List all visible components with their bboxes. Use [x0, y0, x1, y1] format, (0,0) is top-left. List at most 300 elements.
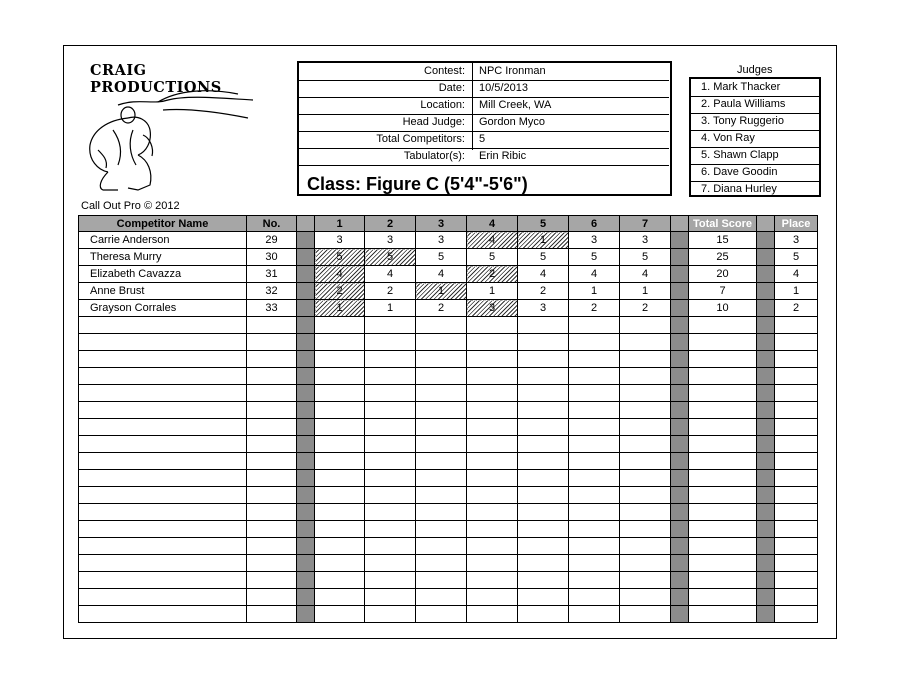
- empty-cell: [467, 555, 518, 572]
- empty-cell: [775, 504, 818, 521]
- judge-item: 3. Tony Ruggerio: [691, 113, 819, 131]
- empty-cell: [79, 521, 247, 538]
- column-separator: [671, 589, 689, 606]
- empty-cell: [620, 555, 671, 572]
- column-separator: [671, 521, 689, 538]
- empty-cell: [518, 589, 569, 606]
- score-cell: 3: [315, 232, 365, 249]
- header-judge-5: 5: [518, 216, 569, 232]
- column-separator: [671, 453, 689, 470]
- total-score-cell: 7: [689, 283, 757, 300]
- judges-title: Judges: [737, 64, 773, 76]
- empty-table-row: [79, 402, 818, 419]
- header-judge-3: 3: [416, 216, 467, 232]
- empty-cell: [416, 555, 467, 572]
- judge-item: 4. Von Ray: [691, 130, 819, 148]
- empty-cell: [416, 402, 467, 419]
- info-row-total-competitors: Total Competitors: 5: [299, 131, 669, 149]
- empty-cell: [315, 368, 365, 385]
- empty-cell: [518, 538, 569, 555]
- empty-cell: [247, 334, 297, 351]
- column-separator: [297, 606, 315, 623]
- column-separator: [671, 572, 689, 589]
- empty-cell: [315, 402, 365, 419]
- empty-table-row: [79, 453, 818, 470]
- score-cell: 1: [569, 283, 620, 300]
- total-score-cell: 25: [689, 249, 757, 266]
- empty-cell: [365, 351, 416, 368]
- empty-cell: [416, 334, 467, 351]
- empty-cell: [365, 504, 416, 521]
- empty-cell: [620, 572, 671, 589]
- empty-cell: [365, 453, 416, 470]
- empty-cell: [518, 470, 569, 487]
- empty-cell: [467, 402, 518, 419]
- empty-cell: [79, 317, 247, 334]
- empty-cell: [416, 419, 467, 436]
- empty-table-row: [79, 555, 818, 572]
- score-cell: 3: [569, 232, 620, 249]
- judges-list: [689, 77, 821, 197]
- empty-cell: [365, 385, 416, 402]
- judge-item: 7. Diana Hurley: [701, 183, 777, 195]
- empty-cell: [620, 487, 671, 504]
- empty-cell: [315, 555, 365, 572]
- score-cell: 2: [365, 283, 416, 300]
- info-row-tabulator: Tabulator(s): Erin Ribic: [299, 148, 669, 166]
- empty-cell: [467, 606, 518, 623]
- judge-item: 2. Paula Williams: [691, 96, 819, 114]
- empty-table-row: [79, 436, 818, 453]
- header-place: Place: [775, 216, 818, 232]
- empty-cell: [620, 385, 671, 402]
- empty-cell: [315, 453, 365, 470]
- column-separator: [757, 266, 775, 283]
- column-separator: [757, 368, 775, 385]
- empty-cell: [518, 368, 569, 385]
- empty-cell: [775, 487, 818, 504]
- empty-cell: [569, 419, 620, 436]
- empty-cell: [365, 368, 416, 385]
- empty-cell: [620, 589, 671, 606]
- score-cell: 3: [416, 232, 467, 249]
- empty-cell: [416, 453, 467, 470]
- column-separator: [671, 334, 689, 351]
- score-table: [78, 215, 818, 623]
- column-separator: [757, 487, 775, 504]
- empty-cell: [689, 402, 757, 419]
- competitor-name-cell: Anne Brust: [79, 283, 247, 300]
- empty-cell: [79, 470, 247, 487]
- empty-cell: [467, 385, 518, 402]
- column-separator: [757, 385, 775, 402]
- score-cell: 2: [569, 300, 620, 317]
- column-separator: [757, 555, 775, 572]
- empty-cell: [620, 538, 671, 555]
- table-row: [79, 249, 818, 266]
- column-separator: [297, 555, 315, 572]
- column-separator: [671, 317, 689, 334]
- empty-cell: [365, 402, 416, 419]
- empty-cell: [518, 555, 569, 572]
- dropped-score-cell: 5: [365, 249, 416, 266]
- empty-cell: [569, 470, 620, 487]
- empty-cell: [689, 572, 757, 589]
- empty-cell: [775, 555, 818, 572]
- info-row-date: Date: 10/5/2013: [299, 80, 669, 98]
- empty-cell: [775, 572, 818, 589]
- score-cell: 1: [365, 300, 416, 317]
- empty-cell: [315, 317, 365, 334]
- dropped-score-cell: 2: [467, 266, 518, 283]
- empty-cell: [79, 606, 247, 623]
- empty-table-row: [79, 487, 818, 504]
- empty-cell: [467, 538, 518, 555]
- empty-cell: [365, 521, 416, 538]
- competitor-number-cell: 32: [247, 283, 297, 300]
- empty-cell: [315, 606, 365, 623]
- column-separator: [757, 470, 775, 487]
- column-separator: [671, 606, 689, 623]
- empty-cell: [365, 334, 416, 351]
- info-row-contest: Contest: NPC Ironman: [299, 63, 669, 81]
- competitor-number-cell: 33: [247, 300, 297, 317]
- place-cell: 1: [775, 283, 818, 300]
- empty-cell: [247, 504, 297, 521]
- empty-cell: [416, 589, 467, 606]
- column-separator: [671, 402, 689, 419]
- empty-cell: [247, 351, 297, 368]
- empty-cell: [569, 555, 620, 572]
- score-cell: 2: [518, 283, 569, 300]
- empty-table-row: [79, 419, 818, 436]
- empty-cell: [775, 436, 818, 453]
- empty-cell: [775, 589, 818, 606]
- header-judge-4: 4: [467, 216, 518, 232]
- empty-cell: [416, 538, 467, 555]
- score-cell: 5: [620, 249, 671, 266]
- dropped-score-cell: 4: [467, 232, 518, 249]
- empty-cell: [79, 419, 247, 436]
- score-cell: 4: [569, 266, 620, 283]
- empty-cell: [569, 606, 620, 623]
- empty-cell: [247, 555, 297, 572]
- score-cell: 1: [467, 283, 518, 300]
- empty-cell: [79, 504, 247, 521]
- info-row-location: Location: Mill Creek, WA: [299, 97, 669, 115]
- empty-cell: [315, 521, 365, 538]
- empty-table-row: [79, 470, 818, 487]
- empty-cell: [247, 487, 297, 504]
- empty-cell: [247, 606, 297, 623]
- empty-cell: [569, 351, 620, 368]
- column-separator: [297, 453, 315, 470]
- column-separator: [757, 538, 775, 555]
- empty-cell: [247, 317, 297, 334]
- empty-cell: [247, 538, 297, 555]
- table-header-row: [79, 216, 818, 232]
- empty-cell: [79, 368, 247, 385]
- place-cell: 2: [775, 300, 818, 317]
- column-separator: [757, 216, 775, 232]
- empty-table-row: [79, 351, 818, 368]
- table-row: [79, 266, 818, 283]
- class-title: Class: Figure C (5'4"-5'6"): [307, 174, 528, 194]
- judge-item: 1. Mark Thacker: [691, 79, 819, 97]
- score-cell: 4: [518, 266, 569, 283]
- empty-cell: [416, 572, 467, 589]
- empty-cell: [518, 606, 569, 623]
- empty-cell: [518, 419, 569, 436]
- empty-cell: [467, 504, 518, 521]
- empty-cell: [775, 402, 818, 419]
- empty-table-row: [79, 538, 818, 555]
- competitor-name-cell: Grayson Corrales: [79, 300, 247, 317]
- column-separator: [297, 419, 315, 436]
- header-no: No.: [247, 216, 297, 232]
- column-separator: [671, 368, 689, 385]
- column-separator: [757, 521, 775, 538]
- column-separator: [757, 351, 775, 368]
- empty-cell: [518, 317, 569, 334]
- empty-cell: [365, 555, 416, 572]
- empty-table-row: [79, 334, 818, 351]
- column-separator: [297, 300, 315, 317]
- empty-cell: [518, 436, 569, 453]
- empty-cell: [775, 453, 818, 470]
- column-separator: [757, 419, 775, 436]
- competitor-name-cell: Theresa Murry: [79, 249, 247, 266]
- empty-cell: [689, 504, 757, 521]
- empty-cell: [518, 402, 569, 419]
- empty-cell: [775, 385, 818, 402]
- empty-cell: [416, 385, 467, 402]
- empty-cell: [569, 402, 620, 419]
- column-separator: [757, 504, 775, 521]
- header-judge-7: 7: [620, 216, 671, 232]
- column-separator: [297, 249, 315, 266]
- empty-cell: [689, 419, 757, 436]
- column-separator: [297, 572, 315, 589]
- column-separator: [297, 589, 315, 606]
- score-cell: 5: [467, 249, 518, 266]
- empty-cell: [365, 589, 416, 606]
- empty-cell: [247, 385, 297, 402]
- column-separator: [297, 232, 315, 249]
- competitor-number-cell: 29: [247, 232, 297, 249]
- empty-cell: [467, 419, 518, 436]
- empty-cell: [79, 402, 247, 419]
- empty-table-row: [79, 504, 818, 521]
- empty-cell: [467, 453, 518, 470]
- place-cell: 4: [775, 266, 818, 283]
- empty-cell: [315, 385, 365, 402]
- empty-cell: [620, 521, 671, 538]
- empty-cell: [247, 589, 297, 606]
- empty-cell: [689, 334, 757, 351]
- empty-cell: [569, 453, 620, 470]
- empty-cell: [247, 436, 297, 453]
- empty-cell: [569, 385, 620, 402]
- empty-cell: [620, 419, 671, 436]
- empty-cell: [775, 419, 818, 436]
- column-separator: [757, 453, 775, 470]
- column-separator: [671, 351, 689, 368]
- empty-cell: [620, 368, 671, 385]
- column-separator: [297, 470, 315, 487]
- place-cell: 5: [775, 249, 818, 266]
- empty-cell: [365, 487, 416, 504]
- score-cell: 2: [416, 300, 467, 317]
- score-cell: 4: [365, 266, 416, 283]
- table-row: [79, 232, 818, 249]
- info-row-head-judge: Head Judge: Gordon Myco: [299, 114, 669, 132]
- column-separator: [757, 572, 775, 589]
- empty-cell: [569, 317, 620, 334]
- empty-cell: [569, 589, 620, 606]
- empty-cell: [518, 351, 569, 368]
- empty-table-row: [79, 589, 818, 606]
- empty-cell: [518, 487, 569, 504]
- competitor-number-cell: 31: [247, 266, 297, 283]
- empty-cell: [79, 487, 247, 504]
- empty-cell: [247, 402, 297, 419]
- dropped-score-cell: 1: [518, 232, 569, 249]
- empty-cell: [467, 487, 518, 504]
- bodybuilder-icon: [78, 60, 268, 200]
- column-separator: [297, 351, 315, 368]
- empty-cell: [467, 368, 518, 385]
- empty-cell: [365, 436, 416, 453]
- empty-cell: [315, 419, 365, 436]
- empty-cell: [416, 351, 467, 368]
- column-separator: [297, 521, 315, 538]
- column-separator: [297, 266, 315, 283]
- empty-cell: [775, 470, 818, 487]
- empty-cell: [79, 589, 247, 606]
- empty-cell: [315, 538, 365, 555]
- empty-cell: [620, 504, 671, 521]
- table-row: [79, 300, 818, 317]
- empty-table-row: [79, 521, 818, 538]
- empty-cell: [569, 487, 620, 504]
- score-cell: 3: [365, 232, 416, 249]
- empty-cell: [689, 555, 757, 572]
- header-total-score: Total Score: [689, 216, 757, 232]
- empty-cell: [416, 470, 467, 487]
- empty-cell: [365, 538, 416, 555]
- empty-cell: [569, 436, 620, 453]
- column-separator: [671, 216, 689, 232]
- empty-cell: [416, 521, 467, 538]
- empty-cell: [247, 368, 297, 385]
- empty-cell: [620, 351, 671, 368]
- dropped-score-cell: 1: [315, 300, 365, 317]
- total-score-cell: 15: [689, 232, 757, 249]
- empty-cell: [79, 555, 247, 572]
- empty-cell: [416, 504, 467, 521]
- column-separator: [297, 504, 315, 521]
- score-cell: 4: [620, 266, 671, 283]
- empty-cell: [569, 538, 620, 555]
- empty-cell: [365, 317, 416, 334]
- column-separator: [757, 606, 775, 623]
- empty-cell: [775, 606, 818, 623]
- empty-cell: [569, 504, 620, 521]
- empty-cell: [247, 419, 297, 436]
- column-separator: [671, 249, 689, 266]
- header-competitor-name: Competitor Name: [79, 216, 247, 232]
- empty-cell: [518, 334, 569, 351]
- empty-cell: [467, 572, 518, 589]
- column-separator: [757, 249, 775, 266]
- empty-cell: [365, 572, 416, 589]
- empty-cell: [689, 368, 757, 385]
- empty-cell: [79, 538, 247, 555]
- column-separator: [297, 487, 315, 504]
- empty-cell: [689, 436, 757, 453]
- empty-cell: [569, 368, 620, 385]
- empty-cell: [689, 351, 757, 368]
- column-separator: [671, 538, 689, 555]
- column-separator: [757, 283, 775, 300]
- empty-cell: [689, 487, 757, 504]
- score-cell: 2: [620, 300, 671, 317]
- empty-cell: [315, 504, 365, 521]
- column-separator: [671, 470, 689, 487]
- empty-cell: [416, 487, 467, 504]
- column-separator: [757, 317, 775, 334]
- empty-cell: [689, 453, 757, 470]
- column-separator: [671, 419, 689, 436]
- empty-cell: [620, 470, 671, 487]
- empty-cell: [689, 521, 757, 538]
- logo-line1: CRAIG: [90, 62, 147, 79]
- empty-cell: [620, 317, 671, 334]
- dropped-score-cell: 3: [467, 300, 518, 317]
- empty-cell: [775, 334, 818, 351]
- header-judge-6: 6: [569, 216, 620, 232]
- craig-productions-logo: [78, 60, 268, 200]
- empty-cell: [416, 436, 467, 453]
- empty-cell: [689, 589, 757, 606]
- judge-item: 5. Shawn Clapp: [691, 147, 819, 165]
- empty-cell: [689, 385, 757, 402]
- column-separator: [297, 334, 315, 351]
- empty-table-row: [79, 606, 818, 623]
- dropped-score-cell: 2: [315, 283, 365, 300]
- empty-cell: [467, 317, 518, 334]
- place-cell: 3: [775, 232, 818, 249]
- empty-cell: [365, 419, 416, 436]
- column-separator: [671, 232, 689, 249]
- table-row: [79, 283, 818, 300]
- empty-table-row: [79, 317, 818, 334]
- logo-line2: PRODUCTIONS: [90, 79, 222, 96]
- empty-cell: [365, 606, 416, 623]
- column-separator: [671, 487, 689, 504]
- score-cell: 5: [518, 249, 569, 266]
- column-separator: [757, 300, 775, 317]
- column-separator: [671, 555, 689, 572]
- column-separator: [671, 283, 689, 300]
- empty-cell: [620, 402, 671, 419]
- empty-cell: [315, 589, 365, 606]
- judge-item: 6. Dave Goodin: [691, 164, 819, 182]
- empty-cell: [467, 589, 518, 606]
- column-separator: [297, 368, 315, 385]
- empty-cell: [467, 351, 518, 368]
